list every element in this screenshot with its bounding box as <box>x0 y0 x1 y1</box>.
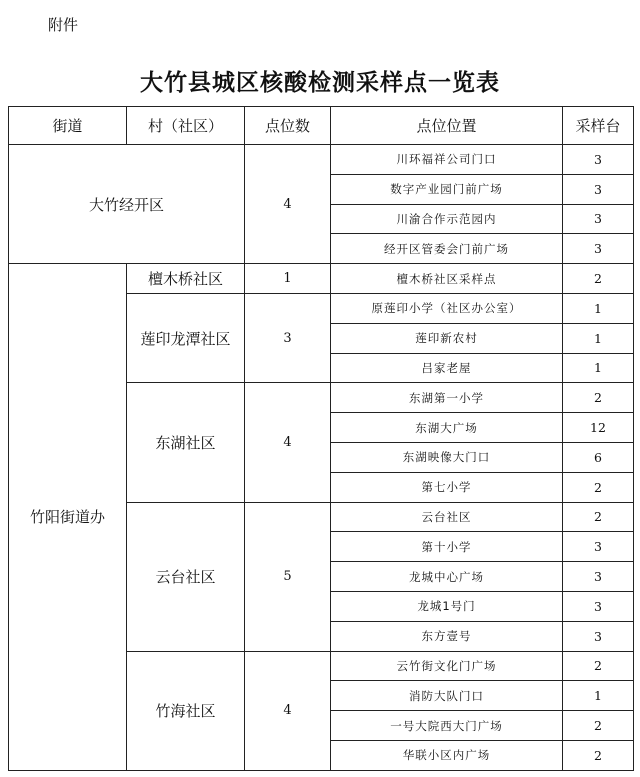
community-cell: 云台社区 <box>127 502 245 651</box>
tables-cell: 3 <box>563 234 634 264</box>
tables-cell: 2 <box>563 711 634 741</box>
location-cell: 华联小区内广场 <box>331 740 563 770</box>
point-count-cell: 4 <box>245 651 331 770</box>
tables-cell: 2 <box>563 472 634 502</box>
location-cell: 莲印新农村 <box>331 323 563 353</box>
location-cell: 檀木桥社区采样点 <box>331 264 563 294</box>
point-count-cell: 1 <box>245 264 331 294</box>
community-cell: 竹海社区 <box>127 651 245 770</box>
location-cell: 龙城中心广场 <box>331 562 563 592</box>
table-row <box>9 145 634 175</box>
location-cell: 东湖映像大门口 <box>331 442 563 472</box>
header-street: 街道 <box>9 107 127 145</box>
tables-cell: 2 <box>563 383 634 413</box>
tables-cell: 3 <box>563 174 634 204</box>
location-cell: 云竹街文化门广场 <box>331 651 563 681</box>
tables-cell: 2 <box>563 264 634 294</box>
tables-cell: 3 <box>563 532 634 562</box>
location-cell: 消防大队门口 <box>331 681 563 711</box>
header-tables: 采样台 <box>563 107 634 145</box>
community-cell: 东湖社区 <box>127 383 245 502</box>
tables-cell: 2 <box>563 651 634 681</box>
location-cell: 云台社区 <box>331 502 563 532</box>
point-count-cell: 4 <box>245 383 331 502</box>
tables-cell: 3 <box>563 204 634 234</box>
sampling-points-table <box>8 106 634 771</box>
tables-cell: 3 <box>563 562 634 592</box>
tables-cell: 1 <box>563 353 634 383</box>
tables-cell: 3 <box>563 591 634 621</box>
location-cell: 第七小学 <box>331 472 563 502</box>
tables-cell: 6 <box>563 442 634 472</box>
location-cell: 吕家老屋 <box>331 353 563 383</box>
point-count-cell: 3 <box>245 293 331 382</box>
street-cell: 竹阳街道办 <box>9 264 127 771</box>
tables-cell: 3 <box>563 621 634 651</box>
point-count-cell: 4 <box>245 145 331 264</box>
location-cell: 龙城1号门 <box>331 591 563 621</box>
location-cell: 数字产业园门前广场 <box>331 174 563 204</box>
header-row <box>9 107 634 145</box>
attachment-label: 附件 <box>48 16 79 34</box>
location-cell: 原莲印小学（社区办公室） <box>331 293 563 323</box>
community-cell: 莲印龙潭社区 <box>127 293 245 382</box>
header-location: 点位位置 <box>331 107 563 145</box>
location-cell: 东方壹号 <box>331 621 563 651</box>
location-cell: 川环福祥公司门口 <box>331 145 563 175</box>
tables-cell: 12 <box>563 413 634 443</box>
tables-cell: 1 <box>563 323 634 353</box>
street-cell: 大竹经开区 <box>9 145 245 264</box>
tables-cell: 2 <box>563 502 634 532</box>
point-count-cell: 5 <box>245 502 331 651</box>
location-cell: 川渝合作示范园内 <box>331 204 563 234</box>
location-cell: 经开区管委会门前广场 <box>331 234 563 264</box>
location-cell: 东湖大广场 <box>331 413 563 443</box>
location-cell: 东湖第一小学 <box>331 383 563 413</box>
page-title: 大竹县城区核酸检测采样点一览表 <box>140 69 500 96</box>
location-cell: 一号大院西大门广场 <box>331 711 563 741</box>
location-cell: 第十小学 <box>331 532 563 562</box>
tables-cell: 1 <box>563 681 634 711</box>
header-community: 村（社区） <box>127 107 245 145</box>
community-cell: 檀木桥社区 <box>127 264 245 294</box>
tables-cell: 2 <box>563 740 634 770</box>
tables-cell: 3 <box>563 145 634 175</box>
table-row <box>9 264 634 294</box>
tables-cell: 1 <box>563 293 634 323</box>
header-point-count: 点位数 <box>245 107 331 145</box>
